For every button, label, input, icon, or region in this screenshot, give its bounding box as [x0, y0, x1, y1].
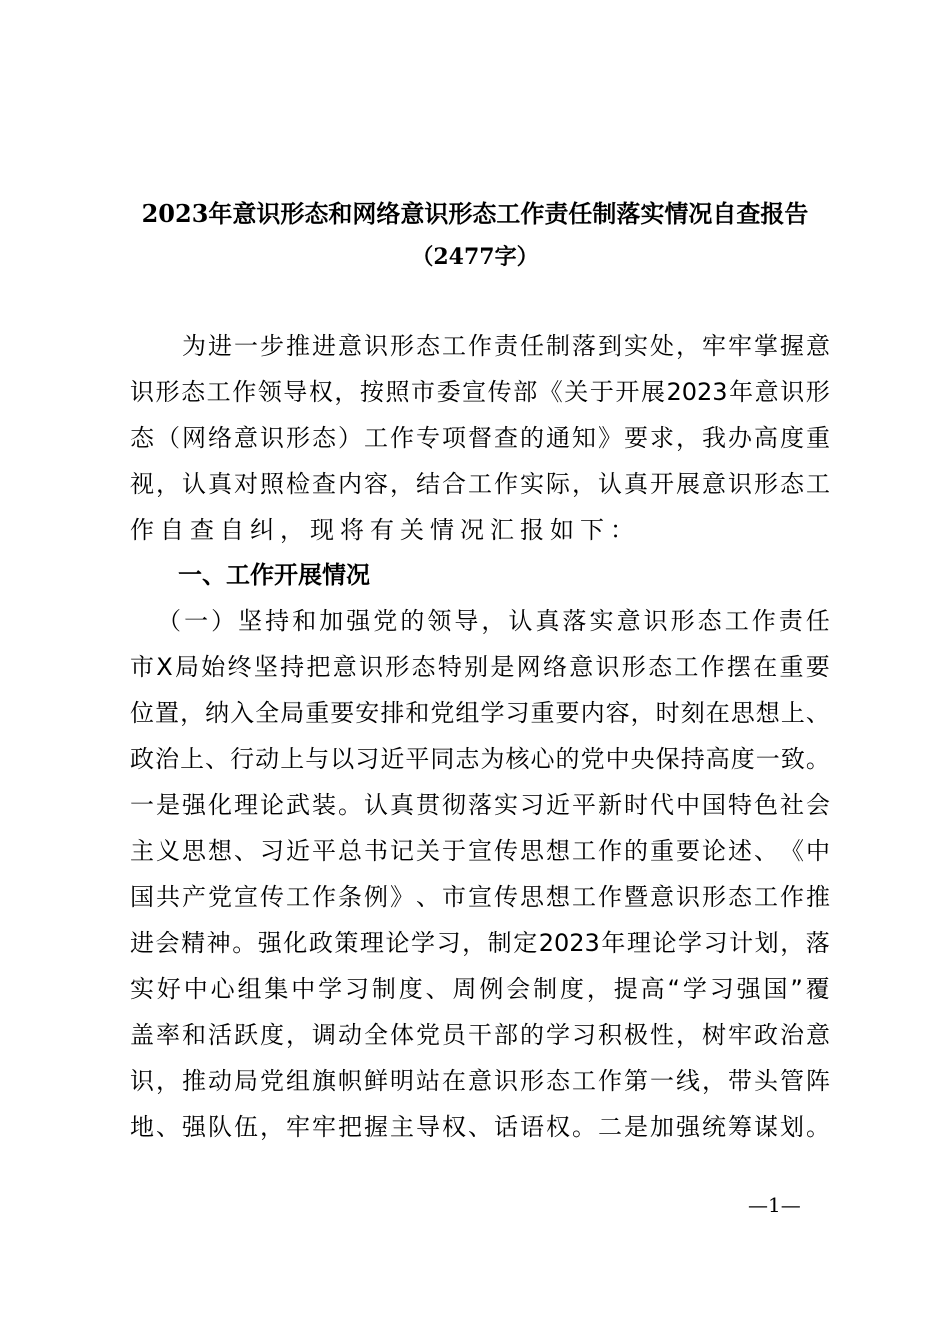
- paragraph-line: 主 义 思 想 、 习 近 平 总 书 记 关 于 宣 传 思 想 工 作 的 重 要 论 述 、 《 中: [130, 837, 830, 865]
- paragraph-line: 地 、 强 队 伍 ， 牢 牢 把 握 主 导 权 、 话 语 权 。 二 是 加 强 统 筹 谋 划 。: [130, 1113, 830, 1141]
- paragraph-line: 市 X 局 始 终 坚 持 把 意 识 形 态 特 别 是 网 络 意 识 形 态 工 作 摆 在 重 要: [130, 653, 830, 681]
- paragraph-line: 识 ， 推 动 局 党 组 旗 帜 鲜 明 站 在 意 识 形 态 工 作 第 一 线 ， 带 头 管 阵: [130, 1067, 830, 1095]
- document-title: 2023年意识形态和网络意识形态工作责任制落实情况自查报告: [141, 199, 809, 228]
- word-count-subtitle: （2477字）: [411, 244, 539, 270]
- paragraph-line: 政 治 上 、 行 动 上 与 以 习 近 平 同 志 为 核 心 的 党 中 央 保 持 高 度 一 致 。: [130, 745, 830, 773]
- section-heading: 一、工作开展情况: [178, 561, 370, 589]
- paragraph-line: 态 （ 网 络 意 识 形 态 ） 工 作 专 项 督 查 的 通 知 》 要 求 ， 我 办 高 度 重: [130, 424, 830, 452]
- paragraph-line: 进 会 精 神 。 强 化 政 策 理 论 学 习 ， 制 定 2023 年 理 论 学 习 计 划 ， 落: [130, 929, 830, 957]
- paragraph-line: 识 形 态 工 作 领 导 权 ， 按 照 市 委 宣 传 部 《 关 于 开 展 2023 年 意 识 形: [130, 378, 830, 406]
- page-number: —1—: [748, 1193, 801, 1217]
- paragraph-line: 为 进 一 步 推 进 意 识 形 态 工 作 责 任 制 落 到 实 处 ， 牢 牢 掌 握 意: [182, 332, 830, 360]
- subsection-heading: （ 一 ） 坚 持 和 加 强 党 的 领 导 ， 认 真 落 实 意 识 形 态 工 作 责 任: [157, 607, 830, 635]
- paragraph-line: 位 置 ， 纳 入 全 局 重 要 安 排 和 党 组 学 习 重 要 内 容 ， 时 刻 在 思 想 上 、: [130, 699, 830, 727]
- paragraph-line: 实 好 中 心 组 集 中 学 习 制 度 、 周 例 会 制 度 ， 提 高 “ 学 习 强 国 ” 覆: [130, 975, 830, 1003]
- paragraph-line: 一 是 强 化 理 论 武 装 。 认 真 贯 彻 落 实 习 近 平 新 时 代 中 国 特 色 社 会: [130, 791, 830, 819]
- paragraph-line: 盖 率 和 活 跃 度 ， 调 动 全 体 党 员 干 部 的 学 习 积 极 性 ， 树 牢 政 治 意: [130, 1021, 830, 1049]
- paragraph-line: 视 ， 认 真 对 照 检 查 内 容 ， 结 合 工 作 实 际 ， 认 真 开 展 意 识 形 态 工: [130, 470, 830, 498]
- paragraph-line: 作自查自纠，现将有关情况汇报如下：: [130, 516, 640, 544]
- paragraph-line: 国 共 产 党 宣 传 工 作 条 例 》 、 市 宣 传 思 想 工 作 暨 意 识 形 态 工 作 推: [130, 883, 830, 911]
